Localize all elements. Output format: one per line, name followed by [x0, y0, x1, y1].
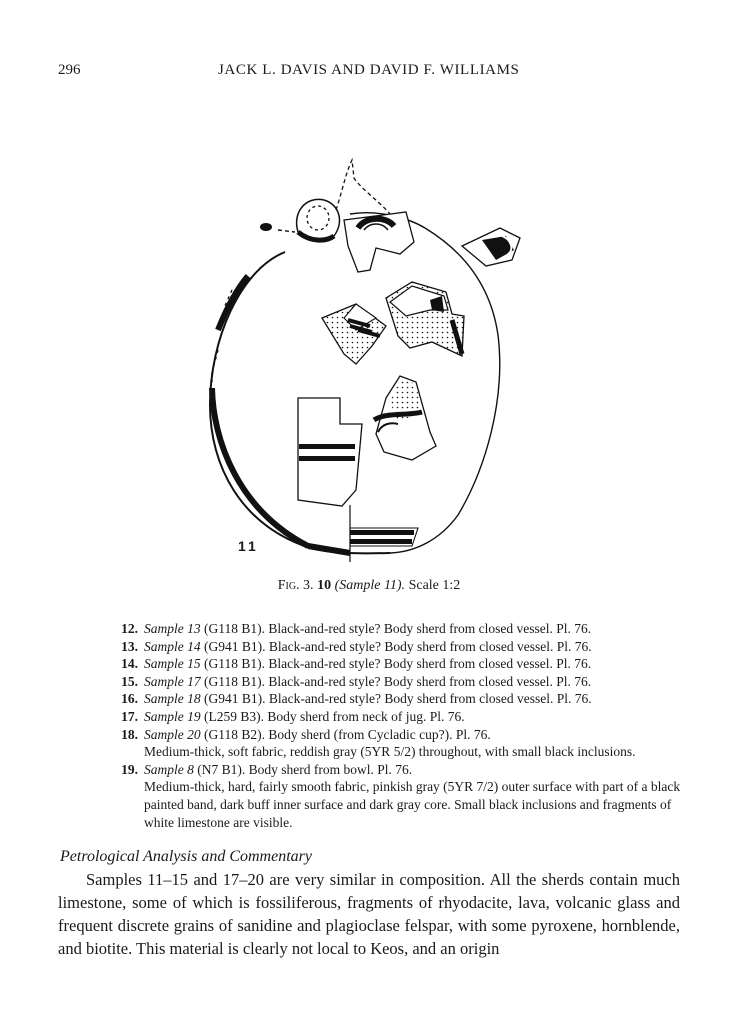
catalogue-entry — [118, 655, 698, 673]
entry-number: 14. — [121, 656, 138, 672]
entry-sample: Sample 18 — [144, 691, 201, 707]
vessel-drawing — [200, 150, 540, 570]
handle — [260, 199, 339, 240]
catalogue-entry — [118, 638, 698, 656]
entry-number: 15. — [121, 673, 138, 689]
entry-detail: Medium-thick, soft fabric, reddish gray (5YR 5/2) throughout, with small black inclusions. — [144, 744, 636, 760]
sherd-base — [350, 528, 418, 546]
entry-sample: Sample 20 — [144, 726, 201, 742]
catalogue-entry — [118, 673, 698, 691]
page-number: 296 — [58, 62, 81, 78]
catalogue-entry — [118, 726, 698, 761]
entry-number: 18. — [121, 726, 138, 742]
body-text — [58, 868, 680, 960]
entry-number: 16. — [121, 691, 138, 707]
entry-sample: Sample 8 — [144, 761, 194, 777]
sherd-upper-left — [322, 304, 386, 364]
catalogue-entry — [118, 761, 698, 831]
sherd-neck — [344, 212, 414, 272]
entry-text: (N7 B1). Body sherd from bowl. Pl. 76. — [197, 761, 413, 777]
catalogue-entry — [118, 620, 698, 638]
catalogue-entry — [118, 708, 698, 726]
caption-number: 10 — [317, 578, 332, 593]
sherd-right — [462, 228, 520, 266]
entry-number: 19. — [121, 761, 138, 777]
entry-number: 12. — [121, 621, 138, 636]
catalogue-entries — [118, 620, 698, 831]
caption-scale: Scale 1:2 — [408, 578, 461, 593]
entry-text: (G118 B1). Black-and-red style? Body sherd from closed vessel. Pl. 76. — [204, 621, 592, 636]
sherd-upper-center — [386, 282, 464, 356]
entry-text: (G941 B1). Black-and-red style? Body sherd from closed vessel. Pl. 76. — [204, 691, 592, 707]
figure-label: 11 — [238, 538, 259, 554]
entry-number: 13. — [121, 638, 138, 654]
neck-reconstruction — [336, 160, 390, 214]
entry-number: 17. — [121, 708, 138, 724]
entry-sample: Sample 13 — [144, 621, 201, 636]
entry-sample: Sample 14 — [144, 638, 201, 654]
entry-text: (G118 B1). Black-and-red style? Body sherd from closed vessel. Pl. 76. — [204, 673, 592, 689]
figure-caption — [0, 578, 738, 594]
entry-sample: Sample 19 — [144, 708, 201, 724]
caption-sample: (Sample 11). — [334, 578, 406, 593]
entry-detail: Medium-thick, hard, fairly smooth fabric, pinkish gray (5YR 7/2) outer surface with part of a black painted band, dark buff inner surface and dark gray core. Small black inclusions and fragments of white limestone are visible. — [144, 779, 681, 830]
entry-sample: Sample 17 — [144, 673, 201, 689]
entry-sample: Sample 15 — [144, 656, 201, 672]
entry-text: (G941 B1). Black-and-red style? Body sherd from closed vessel. Pl. 76. — [204, 638, 592, 654]
sherd-mid-right — [374, 376, 436, 460]
catalogue-entry — [118, 690, 698, 708]
entry-text: (G118 B1). Black-and-red style? Body sherd from closed vessel. Pl. 76. — [204, 656, 592, 672]
section-heading: Petrological Analysis and Commentary — [60, 848, 312, 865]
body-paragraph: Samples 11–15 and 17–20 are very similar in composition. All the sherds contain much limestone, some of which is fossiliferous, fragments of rhyodacite, lava, volcanic glass and frequent discrete grains of sanidine and plagioclase felspar, with some pyroxene, hornblende, and biotite. This material is clearly not local to Keos, and an origin — [58, 870, 680, 958]
entry-text: (L259 B3). Body sherd from neck of jug. Pl. 76. — [204, 708, 465, 724]
caption-prefix: Fig. 3. — [277, 578, 314, 593]
running-head: JACK L. DAVIS AND DAVID F. WILLIAMS — [218, 62, 520, 78]
entry-text: (G118 B2). Body sherd (from Cycladic cup?). Pl. 76. — [204, 726, 491, 742]
sherd-mid-left — [298, 398, 362, 506]
